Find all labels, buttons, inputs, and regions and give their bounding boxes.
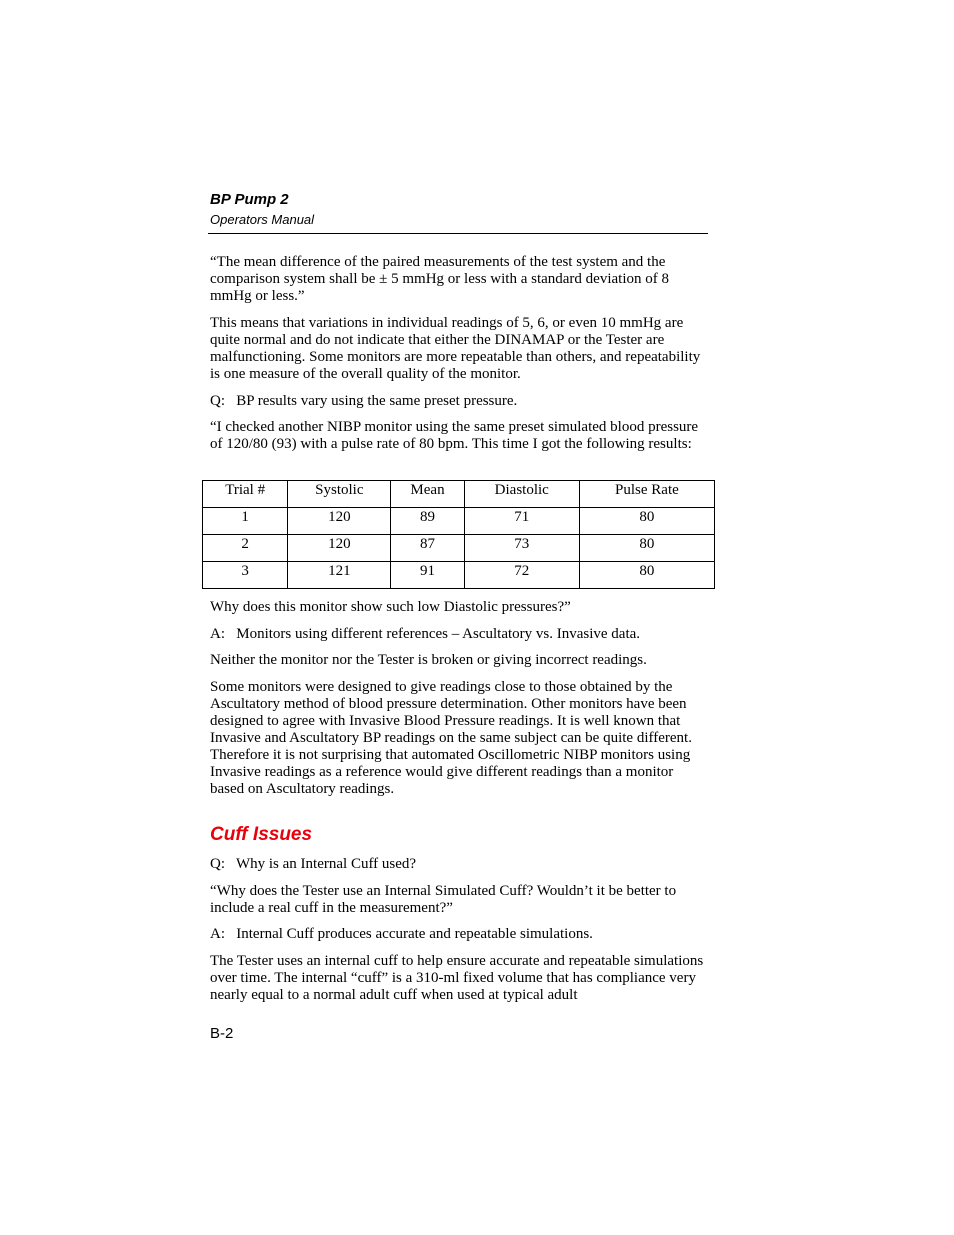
table-row	[203, 535, 715, 562]
variation-explanation-paragraph: This means that variations in individual readings of 5, 6, or even 10 mmHg are quite normal and do not indicate that either the DINAMAP or the Tester are malfunctioning. Some monitors are more repeatable than others, and repeatability is one measure of the overall quality of the monitor.	[210, 315, 701, 382]
header-rule	[208, 233, 708, 234]
table-cell: 89	[391, 508, 464, 535]
question-internal-cuff: Q: Why is an Internal Cuff used?	[210, 856, 417, 872]
column-header-trial: Trial #	[203, 481, 288, 508]
table-cell: 120	[288, 508, 391, 535]
ascultatory-vs-invasive-paragraph: Some monitors were designed to give readings close to those obtained by the Ascultatory method of blood pressure determination. Other monitors have been designed to agree with Invasive Blood Pressure readings. It is well known that Invasive and Ascultatory BP readings on the same subject can be quite different. Therefore it is not surprising that automated Oscillometric NIBP monitors using Invasive readings as a reference would give different readings than a monitor based on Ascultatory readings.	[210, 679, 692, 797]
table-cell: 73	[464, 535, 579, 562]
table-cell: 120	[288, 535, 391, 562]
page-number: B-2	[210, 1025, 234, 1042]
standard-quote-paragraph: “The mean difference of the paired measurements of the test system and the comparison system shall be ± 5 mmHg or less with a standard deviation of 8 mmHg or less.”	[210, 254, 669, 304]
column-header-pulse-rate: Pulse Rate	[579, 481, 714, 508]
column-header-systolic: Systolic	[288, 481, 391, 508]
table-cell: 91	[391, 562, 464, 589]
table-cell: 71	[464, 508, 579, 535]
table-row	[203, 508, 715, 535]
table-cell: 80	[579, 535, 714, 562]
table-cell: 3	[203, 562, 288, 589]
question-preset-pressure: Q: BP results vary using the same preset pressure.	[210, 393, 518, 409]
table-cell: 80	[579, 562, 714, 589]
table-cell: 80	[579, 508, 714, 535]
running-header-subtitle: Operators Manual	[210, 212, 315, 227]
internal-cuff-quote-paragraph: “Why does the Tester use an Internal Simulated Cuff? Wouldn’t it be better to include a real cuff in the measurement?”	[210, 883, 677, 916]
table-header-row	[203, 481, 715, 508]
results-table	[202, 480, 715, 589]
table-cell: 87	[391, 535, 464, 562]
running-header-title: BP Pump 2	[210, 191, 289, 208]
not-broken-paragraph: Neither the monitor nor the Tester is broken or giving incorrect readings.	[210, 652, 647, 668]
table-row	[203, 562, 715, 589]
diastolic-question-paragraph: Why does this monitor show such low Diastolic pressures?”	[210, 599, 571, 615]
column-header-diastolic: Diastolic	[464, 481, 579, 508]
answer-internal-cuff: A: Internal Cuff produces accurate and repeatable simulations.	[210, 926, 593, 942]
table-cell: 121	[288, 562, 391, 589]
column-header-mean: Mean	[391, 481, 464, 508]
table-cell: 2	[203, 535, 288, 562]
answer-different-references: A: Monitors using different references – Ascultatory vs. Invasive data.	[210, 626, 641, 642]
section-heading-cuff-issues: Cuff Issues	[210, 824, 313, 845]
table-cell: 72	[464, 562, 579, 589]
nibp-quote-paragraph: “I checked another NIBP monitor using the same preset simulated blood pressure of 120/80 (93) with a pulse rate of 80 bpm. This time I got the following results:	[210, 419, 699, 452]
internal-cuff-explanation-paragraph: The Tester uses an internal cuff to help ensure accurate and repeatable simulations over time. The internal “cuff” is a 310-ml fixed volume that has compliance very nearly equal to a normal adult cuff when used at typical adult	[210, 953, 704, 1003]
table-cell: 1	[203, 508, 288, 535]
